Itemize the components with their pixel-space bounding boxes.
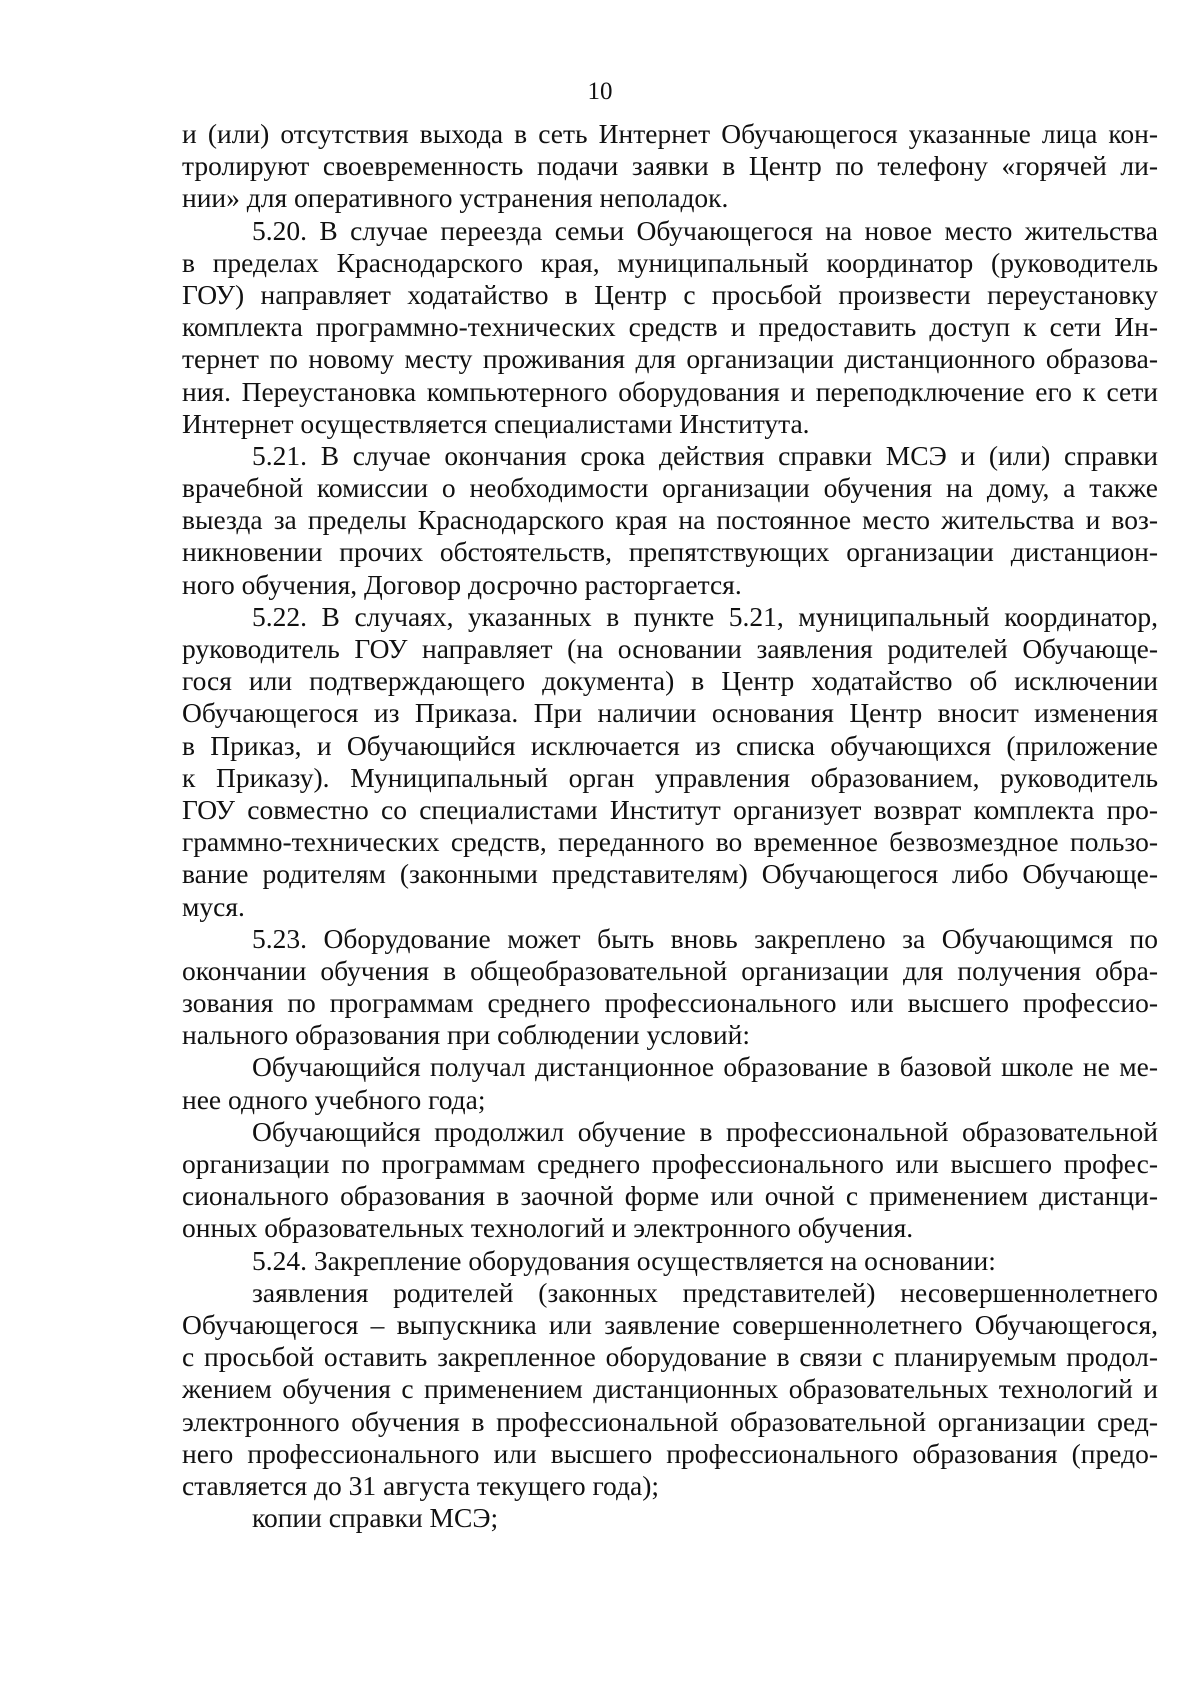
text-line: ния. Переустановка компьютерного оборудования и переподключение его к сети [182, 375, 1158, 407]
text-line: выезда за пределы Краснодарского края на постоянное место жительства и воз- [182, 504, 1158, 536]
text-line: граммно-технических средств, переданного во временное безвозмездное пользо- [182, 826, 1158, 858]
text-line: Обучающегося из Приказа. При наличии основания Центр вносит изменения [182, 697, 1158, 729]
text-line: Обучающийся продолжил обучение в профессиональной образовательной [252, 1115, 1158, 1147]
text-line: жением обучения с применением дистанционных образовательных технологий и [182, 1373, 1158, 1405]
text-line: 5.22. В случаях, указанных в пункте 5.21, муниципальный координатор, [252, 600, 1158, 632]
text-line: него профессионального или высшего профессионального образования (предо- [182, 1437, 1158, 1469]
text-line: гося или подтверждающего документа) в Центр ходатайство об исключении [182, 665, 1158, 697]
text-line: тролируют своевременность подачи заявки в Центр по телефону «горячей ли- [182, 150, 1158, 182]
text-line: муся. [182, 890, 245, 922]
page-number: 10 [587, 78, 613, 105]
text-line: вание родителям (законными представителям) Обучающегося либо Обучающе- [182, 858, 1158, 890]
text-line: в Приказ, и Обучающийся исключается из списка обучающихся (приложение [182, 729, 1158, 761]
text-line: никновении прочих обстоятельств, препятствующих организации дистанцион- [182, 536, 1158, 568]
text-line: 5.24. Закрепление оборудования осуществляется на основании: [252, 1244, 996, 1276]
text-line: заявления родителей (законных представителей) несовершеннолетнего [252, 1276, 1158, 1308]
text-line: электронного обучения в профессиональной образовательной организации сред- [182, 1405, 1158, 1437]
text-line: врачебной комиссии о необходимости организации обучения на дому, а также [182, 472, 1158, 504]
document-body [182, 118, 1158, 1534]
text-line: нее одного учебного года; [182, 1083, 486, 1115]
text-line: 5.20. В случае переезда семьи Обучающегося на новое место жительства [252, 214, 1158, 246]
text-line: ГОУ) направляет ходатайство в Центр с просьбой произвести переустановку [182, 278, 1158, 310]
text-line: ГОУ совместно со специалистами Институт организует возврат комплекта про- [182, 793, 1158, 825]
text-line: сионального образования в заочной форме или очной с применением дистанци- [182, 1180, 1158, 1212]
text-line: комплекта программно-технических средств и предоставить доступ к сети Ин- [182, 311, 1158, 343]
text-line: онных образовательных технологий и электронного обучения. [182, 1212, 914, 1244]
text-line: Интернет осуществляется специалистами Института. [182, 407, 810, 439]
text-line: 5.21. В случае окончания срока действия справки МСЭ и (или) справки [252, 439, 1158, 471]
text-line: копии справки МСЭ; [252, 1502, 499, 1534]
text-line: зования по программам среднего профессионального или высшего профессио- [182, 987, 1158, 1019]
text-line: с просьбой оставить закрепленное оборудование в связи с планируемым продол- [182, 1341, 1158, 1373]
text-line: тернет по новому месту проживания для организации дистанционного образова- [182, 343, 1158, 375]
text-line: окончании обучения в общеобразовательной организации для получения обра- [182, 954, 1158, 986]
text-line: Обучающегося – выпускника или заявление совершеннолетнего Обучающегося, [182, 1308, 1158, 1340]
text-line: нии» для оперативного устранения неполадок. [182, 182, 729, 214]
text-line: 5.23. Оборудование может быть вновь закреплено за Обучающимся по [252, 922, 1158, 954]
text-line: к Приказу). Муниципальный орган управления образованием, руководитель [182, 761, 1158, 793]
text-line: ставляется до 31 августа текущего года); [182, 1469, 659, 1501]
text-line: руководитель ГОУ направляет (на основании заявления родителей Обучающе- [182, 633, 1158, 664]
text-line: организации по программам среднего профессионального или высшего профес- [182, 1148, 1158, 1179]
text-line: ного обучения, Договор досрочно расторгается. [182, 568, 742, 600]
text-line: Обучающийся получал дистанционное образование в базовой школе не ме- [252, 1051, 1158, 1083]
text-line: и (или) отсутствия выхода в сеть Интернет Обучающегося указанные лица кон- [182, 118, 1158, 149]
text-line: нального образования при соблюдении условий: [182, 1019, 750, 1051]
text-line: в пределах Краснодарского края, муниципальный координатор (руководитель [182, 246, 1158, 278]
